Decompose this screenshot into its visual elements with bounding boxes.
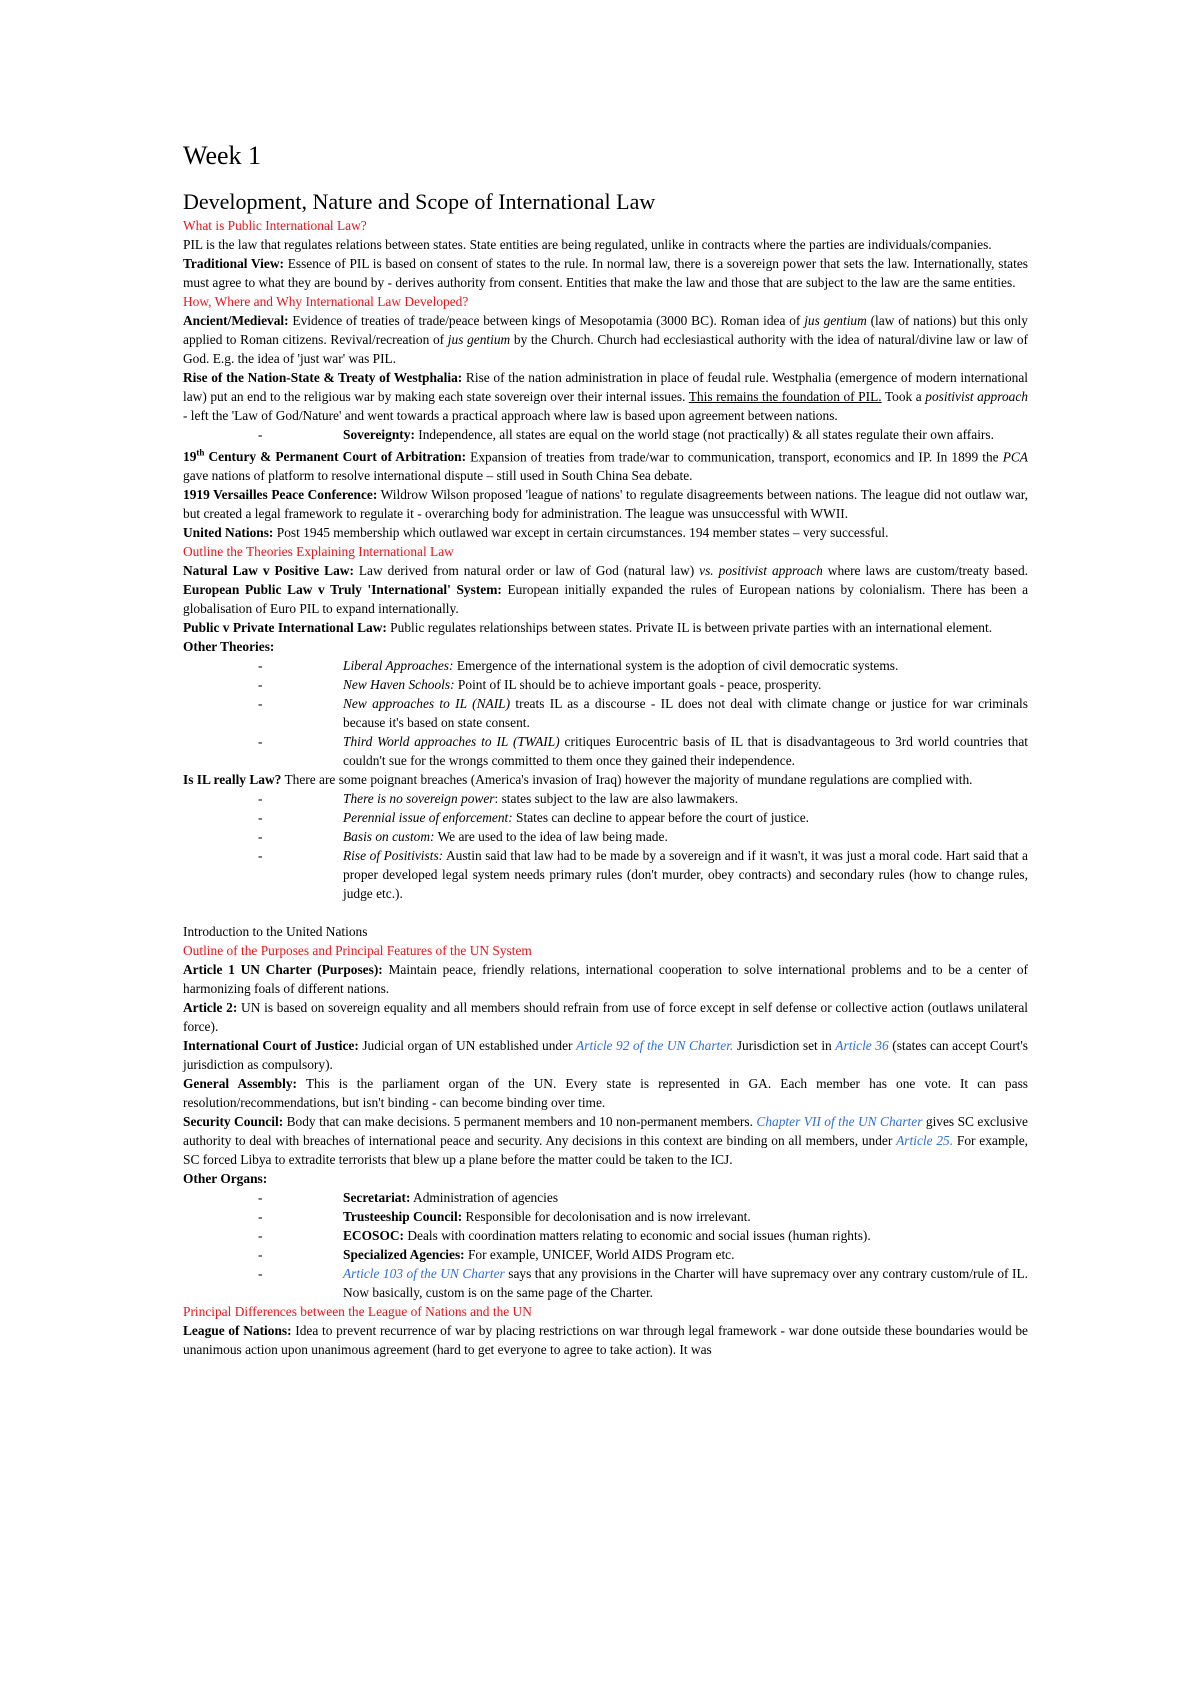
spacer [183,903,1028,922]
list-item [183,827,1028,846]
page-title: Week 1 [183,141,262,170]
text: treats IL as a discourse - IL does not deal with climate change or justice for war criminals because it's based on state consent. [343,696,1028,731]
article-link[interactable]: Article 92 of the UN Charter. [576,1038,734,1054]
term: Article 1 UN Charter (Purposes): [183,962,383,978]
text: Responsible for decolonisation and is now irrelevant. [462,1209,751,1225]
paragraph [183,444,1028,485]
italic-text: Third World approaches to IL (TWAIL) [343,734,560,750]
text: : states subject to the law are also lawmakers. [494,791,739,807]
term: Rise of the Nation-State & Treaty of Westphalia: [183,370,463,385]
list-item [183,656,1028,675]
text: Emergence of the international system is the adoption of civil democratic systems. [453,658,899,674]
italic-text: New Haven Schools: [343,677,455,693]
paragraph [183,1169,1028,1188]
bullet-list [183,1188,1028,1302]
superscript: th [196,448,205,458]
italic-text: positivist approach [925,389,1028,404]
text: Law derived from natural order or law of God (natural law) [353,563,700,579]
term: Other Organs: [183,1171,268,1187]
list-item [183,789,1028,808]
term: Public v Private International Law: [183,620,387,636]
underlined-text: This remains the foundation of PIL. [688,389,882,404]
text: Idea to prevent recurrence of war by placing restrictions on war through legal framework - war done outside these boundaries would be unanimous action upon unanimous agreement (hard to get everyone to agree to take action). It was [183,1323,1028,1358]
section-heading: Introduction to the United Nations [183,924,368,940]
paragraph [183,618,1028,637]
document-page [183,140,1028,1359]
term: Trusteeship Council: [343,1209,463,1225]
term: 1919 Versailles Peace Conference: [183,487,378,503]
question-heading: Outline of the Purposes and Principal Features of the UN System [183,943,532,959]
text: Maintain peace, friendly relations, international cooperation to solve international problems and to be a center of harmonizing foals of different nations. [183,962,1028,997]
term: International Court of Justice: [183,1038,359,1054]
text: UN is based on sovereign equality and all members should refrain from use of force except in self defense or collective action (outlaws unilateral force). [183,1000,1029,1035]
text: We are used to the idea of law being made. [434,829,668,845]
text: Wildrow Wilson proposed 'league of nations' to regulate disagreements between nations. The league did not outlaw war, but created a legal framework to regulate it - overarching body for administration. The league was unsuccessful with WWII. [183,487,1028,522]
text: There are some poignant breaches (America's invasion of Iraq) however the majority of mundane regulations are complied with. [281,772,973,788]
text: European initially expanded the rules of European nations by colonialism. There has been a globalisation of Euro PIL to expand internationally. [183,582,1029,617]
paragraph [183,1321,1028,1359]
list-item [183,1245,1028,1264]
text: (law of nations) but this only applied to Roman citizens. Revival/recreation of [183,313,1028,347]
text: This is the parliament organ of the UN. Every state is represented in GA. Each member has one vote. It can pass resolution/recommendations, but isn't binding - can become binding over time. [183,1076,1028,1111]
list-item [183,732,1028,770]
paragraph [183,1112,1028,1169]
italic-text: There is no sovereign power [343,791,495,807]
text: where laws are custom/treaty based. [822,563,1028,579]
bullet-list [183,656,1028,770]
italic-text: New approaches to IL (NAIL) [343,696,511,712]
bullet-list [183,789,1028,903]
paragraph [183,637,1028,656]
text: gave nations of platform to resolve international dispute – still used in South China Sea debate. [183,468,693,484]
term: Specialized Agencies: [343,1247,465,1263]
italic-text: Perennial issue of enforcement: [343,810,513,826]
paragraph [183,254,1028,292]
article-link[interactable]: Chapter VII of the UN Charter [756,1114,923,1130]
term: Article 2: [183,1000,238,1016]
article-link[interactable]: Article 36 [835,1038,889,1054]
text: gives SC exclusive authority to deal with breaches of international peace and security. Any decisions in this context are binding on all members, under [183,1114,1028,1149]
paragraph [183,998,1028,1036]
list-item [183,846,1028,903]
list-item [183,675,1028,694]
term: 19 [183,449,197,465]
term: Security Council: [183,1114,284,1130]
italic-text: jus gentium [447,332,511,347]
term: League of Nations: [183,1323,292,1339]
list-item [183,1264,1028,1302]
text: Rise of the nation administration in place of feudal rule. Westphalia (emergence of modern international law) put an end to the religious war by making each state sovereign over their internal issues. [183,370,1028,404]
text: For example, UNICEF, World AIDS Program etc. [464,1247,735,1263]
term: Traditional View: [183,256,284,271]
text: PIL is the law that regulates relations between states. State entities are being regulated, unlike in contracts where the parties are individuals/companies. [183,237,992,252]
list-item [183,808,1028,827]
term: General Assembly: [183,1076,297,1092]
paragraph [183,1036,1028,1074]
list-item [183,425,1028,444]
text: Evidence of treaties of trade/peace between kings of Mesopotamia (3000 BC). Roman idea of [288,313,805,328]
paragraph [183,368,1028,425]
text: Post 1945 membership which outlawed war except in certain circumstances. 194 member states – very successful. [273,525,889,541]
term: ECOSOC: [343,1228,405,1244]
article-link[interactable]: Article 103 of the UN Charter [343,1266,505,1282]
italic-text: Basis on custom: [343,829,435,845]
text: - left the 'Law of God/Nature' and went towards a practical approach where law is based upon agreement between nations. [183,408,838,423]
question-heading: How, Where and Why International Law Developed? [183,294,469,309]
term: Other Theories: [183,639,275,655]
question-heading: What is Public International Law? [183,218,367,233]
paragraph [183,1074,1028,1112]
text: Deals with coordination matters relating to economic and social issues (human rights). [404,1228,871,1244]
paragraph [183,561,1028,618]
text: For example, SC forced Libya to extradite terrorists that blew up a plane before the matter could be taken to the ICJ. [183,1133,1028,1168]
paragraph [183,311,1028,368]
question-heading: Outline the Theories Explaining International Law [183,544,454,560]
italic-text: Rise of Positivists: [343,848,444,864]
term: United Nations: [183,525,274,541]
list-item [183,694,1028,732]
term: Century & Permanent Court of Arbitration: [204,449,467,465]
italic-text: vs. [699,563,714,579]
text: Administration of agencies [410,1190,559,1206]
term: Sovereignty: [343,427,415,442]
term: Ancient/Medieval: [183,313,289,328]
article-link[interactable]: Article 25. [896,1133,954,1149]
italic-text: positivist approach [718,563,823,579]
term: European Public Law v Truly 'International' System: [183,582,502,598]
text: Essence of PIL is based on consent of states to the rule. In normal law, there is a sovereign power that sets the law. Internationally, states must agree to what they are bound by - derives authority from consent. Entities that make the law and those that are subject to the law are the same entities. [183,256,1028,290]
text: Austin said that law had to be made by a sovereign and if it wasn't, it was just a moral code. Hart said that a proper developed legal system needs primary rules (don't murder, obey contracts) and secondary rules (how to change rules, judge etc.). [343,848,1028,902]
text: Judicial organ of UN established under [358,1038,577,1054]
text: Expansion of treaties from trade/war to communication, transport, economics and IP. In 1899 the [466,449,1003,465]
text: says that any provisions in the Charter will have supremacy over any contrary custom/rule of IL. Now basically, custom is on the same page of the Charter. [343,1266,1028,1301]
text: Took a [881,389,926,404]
paragraph [183,485,1028,523]
paragraph [183,960,1028,998]
paragraph [183,235,1028,254]
text: Independence, all states are equal on the world stage (not practically) & all states regulate their own affairs. [414,427,994,442]
bullet-list [183,425,1028,444]
term: Natural Law v Positive Law: [183,563,354,579]
text: Point of IL should be to achieve important goals - peace, prosperity. [454,677,822,693]
italic-text: PCA [1002,449,1028,465]
question-heading: Principal Differences between the League of Nations and the UN [183,1304,532,1320]
text: States can decline to appear before the court of justice. [512,810,810,826]
list-item [183,1226,1028,1245]
list-item [183,1207,1028,1226]
text: Body that can make decisions. 5 permanent members and 10 non-permanent members. [283,1114,757,1130]
section-heading: Development, Nature and Scope of International Law [183,189,656,214]
list-item [183,1188,1028,1207]
text: by the Church. Church had ecclesiastical authority with the idea of natural/divine law or law of God. E.g. the idea of 'just war' was PIL. [183,332,1029,366]
text: Public regulates relationships between states. Private IL is between private parties with an international element. [386,620,993,636]
text: Jurisdiction set in [733,1038,836,1054]
italic-text: jus gentium [804,313,867,328]
term: Secretariat: [343,1190,411,1206]
paragraph [183,770,1028,789]
text: critiques Eurocentric basis of IL that is disadvantageous to 3rd world countries that couldn't sue for the wrongs committed to them once they gained their independence. [343,734,1028,769]
text: (states can accept Court's jurisdiction as compulsory). [183,1038,1029,1073]
paragraph [183,523,1028,542]
term: Is IL really Law? [183,772,282,788]
italic-text: Liberal Approaches: [343,658,454,674]
